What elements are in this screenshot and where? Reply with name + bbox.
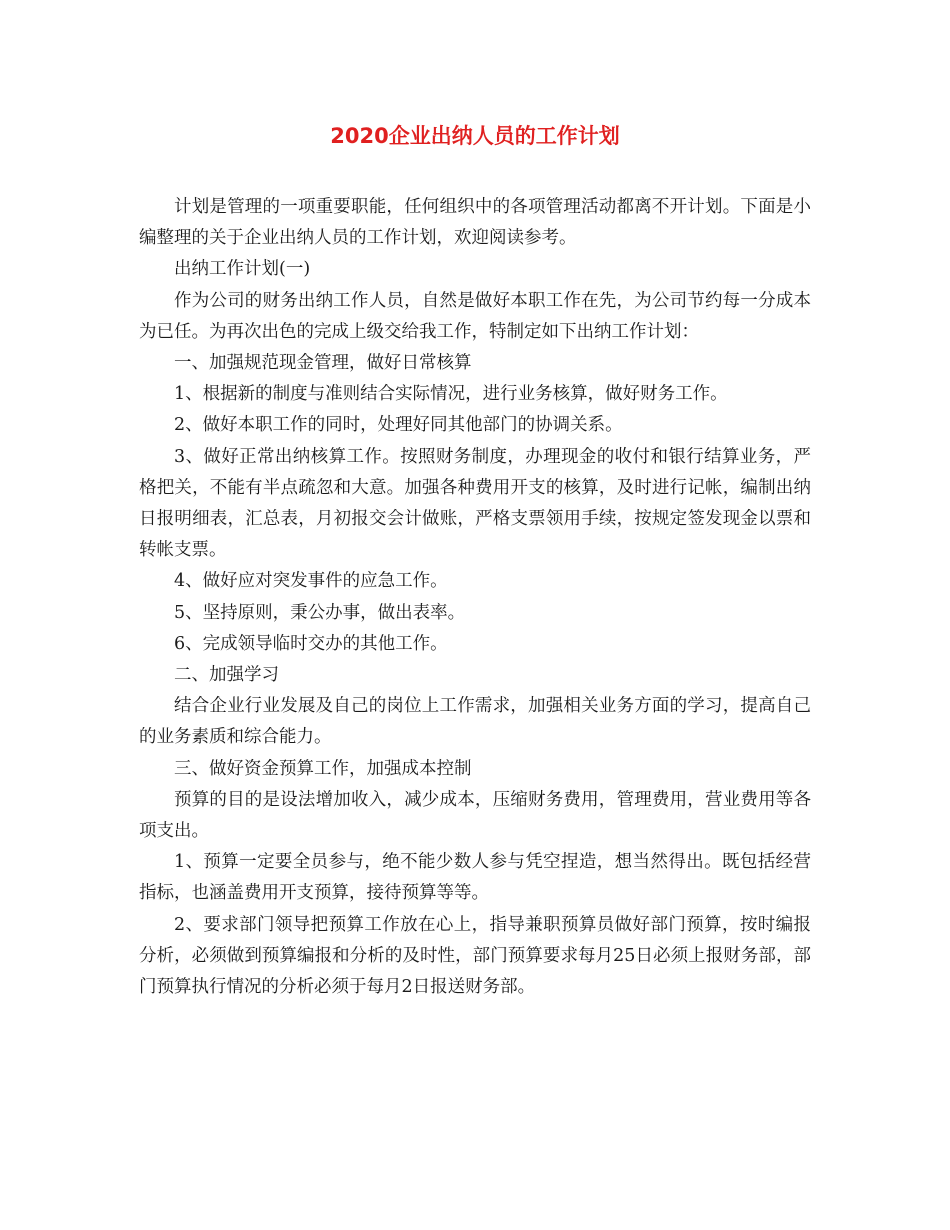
budget-item-2: 2、要求部门领导把预算工作放在心上，指导兼职预算员做好部门预算，按时编报分析，必须做到预算编报和分析的及时性，部门预算要求每月25日必须上报财务部，部门预算执行情况的分析必须于每月2日报送财务部。: [139, 914, 811, 998]
paragraph-responsibility: 作为公司的财务出纳工作人员，自然是做好本职工作在先，为公司节约每一分成本为已任。为再次出色的完成上级交给我工作，特制定如下出纳工作计划：: [139, 290, 811, 342]
list-item-2: 2、做好本职工作的同时，处理好同其他部门的协调关系。: [174, 415, 623, 436]
section-heading-plan-1: 出纳工作计划(一): [174, 259, 311, 280]
section-heading-budget: 三、做好资金预算工作，加强成本控制: [174, 758, 472, 779]
document-body: [139, 192, 811, 1003]
budget-item-1: 1、预算一定要全员参与，绝不能少数人参与凭空捏造，想当然得出。既包括经营指标，也涵盖费用开支预算，接待预算等等。: [139, 852, 811, 904]
paragraph-learning: 结合企业行业发展及自己的岗位上工作需求，加强相关业务方面的学习，提高自己的业务素质和综合能力。: [139, 696, 811, 748]
list-item-5: 5、坚持原则，秉公办事，做出表率。: [174, 602, 466, 623]
list-item-1: 1、根据新的制度与准则结合实际情况，进行业务核算，做好财务工作。: [174, 384, 728, 405]
paragraph-intro: 计划是管理的一项重要职能，任何组织中的各项管理活动都离不开计划。下面是小编整理的关于企业出纳人员的工作计划，欢迎阅读参考。: [139, 197, 811, 249]
section-heading-cash-management: 一、加强规范现金管理，做好日常核算: [174, 353, 472, 374]
section-heading-learning: 二、加强学习: [174, 665, 279, 686]
list-item-6: 6、完成领导临时交办的其他工作。: [174, 633, 448, 654]
list-item-4: 4、做好应对突发事件的应急工作。: [174, 571, 448, 592]
list-item-3: 3、做好正常出纳核算工作。按照财务制度，办理现金的收付和银行结算业务，严格把关，不能有半点疏忽和大意。加强各种费用开支的核算，及时进行记帐，编制出纳日报明细表，汇总表，月初报交会计做账，严格支票领用手续，按规定签发现金以票和转帐支票。: [139, 446, 811, 561]
document-title: 2020企业出纳人员的工作计划: [330, 124, 620, 148]
paragraph-budget-purpose: 预算的目的是设法增加收入，减少成本，压缩财务费用，管理费用，营业费用等各项支出。: [139, 789, 811, 842]
